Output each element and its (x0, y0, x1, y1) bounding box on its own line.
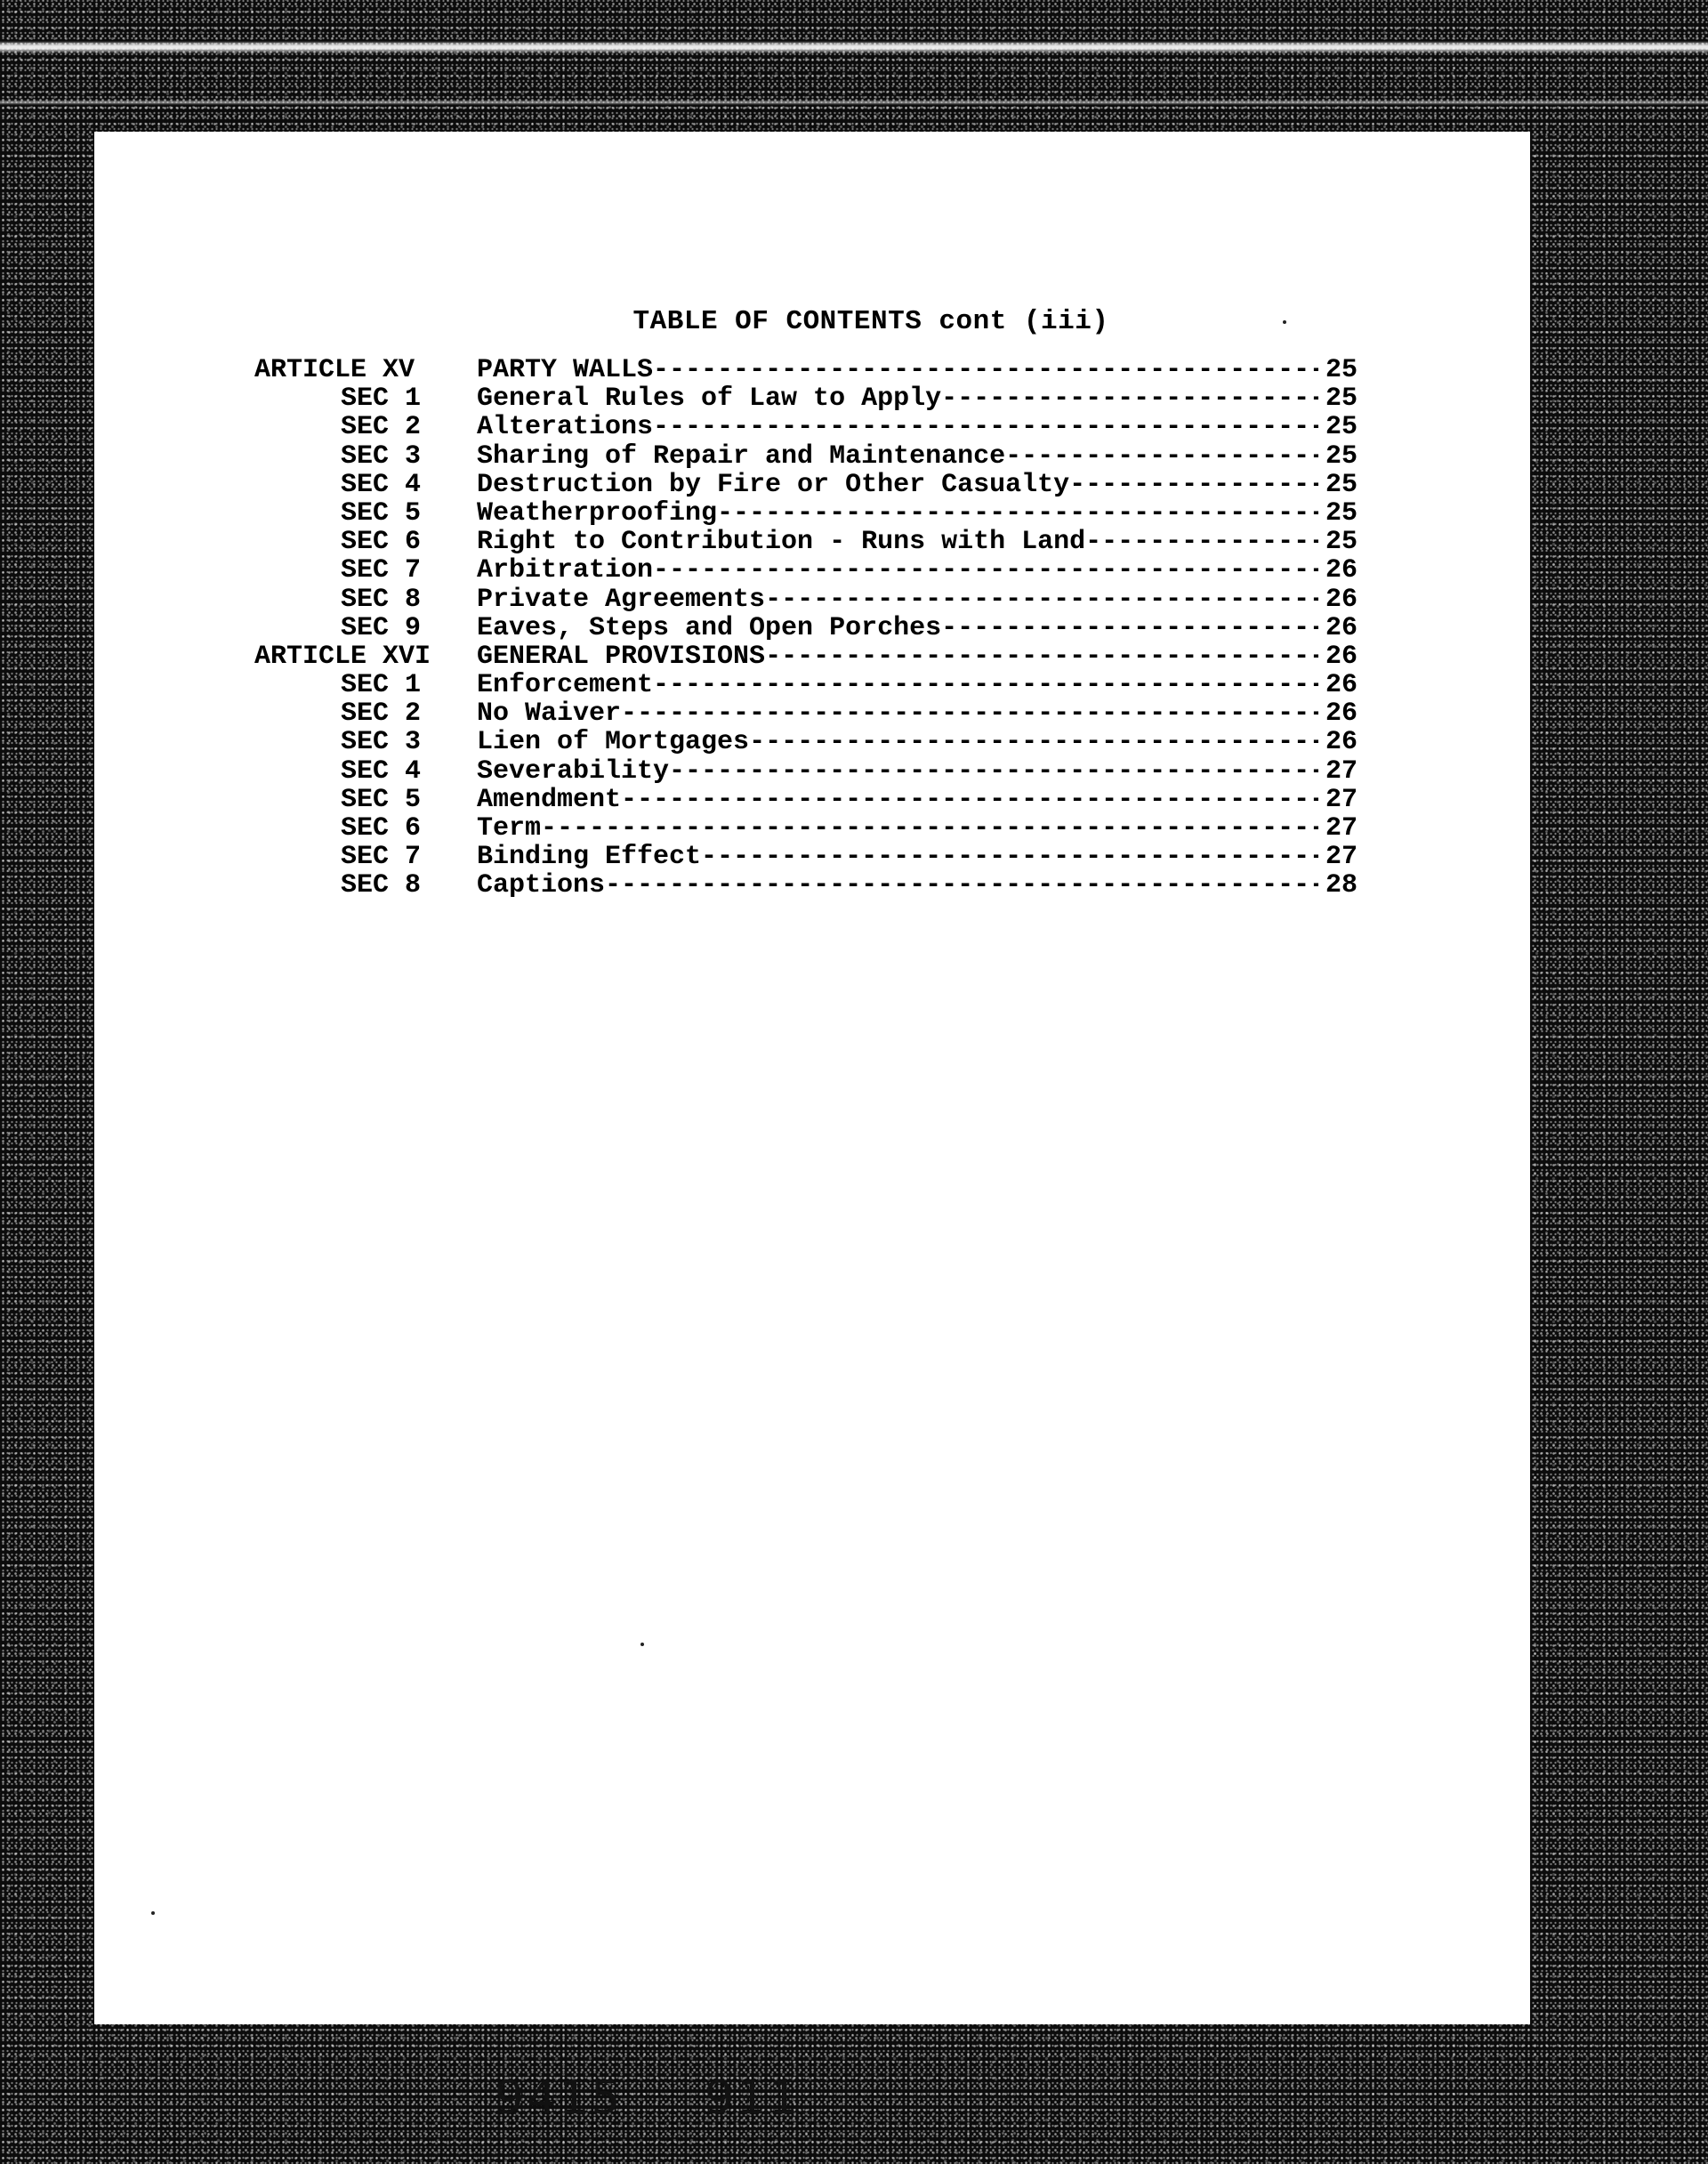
toc-entry-label: Private Agreements (477, 585, 766, 614)
toc-entry-page-number: 25 (1325, 413, 1358, 442)
toc-heading: TABLE OF CONTENTS cont (iii) (632, 306, 1109, 337)
toc-dash-leader (653, 356, 1318, 384)
toc-section-row (254, 413, 1358, 441)
scan-speck (151, 1911, 155, 1915)
toc-entry-label: Binding Effect (477, 843, 702, 872)
toc-entry-label: Amendment (477, 785, 622, 814)
toc-entry-page-number: 27 (1325, 785, 1358, 814)
toc-entry-title-cell (477, 585, 1358, 614)
toc-entry-title-cell (477, 471, 1358, 499)
toc-dash-leader (941, 384, 1318, 413)
toc-entry-page-number: 27 (1325, 843, 1358, 872)
toc-entry-number: ARTICLE XVI (254, 641, 431, 672)
scan-speck (640, 1643, 644, 1646)
toc-section-row (254, 757, 1358, 786)
toc-entry-title-cell (477, 757, 1358, 786)
toc-entry-number: SEC 1 (341, 670, 422, 701)
toc-entry-page-number: 27 (1325, 756, 1358, 786)
toc-section-row (254, 814, 1358, 843)
toc-entry-number: SEC 3 (341, 440, 422, 472)
toc-entry-label: Destruction by Fire or Other Casualty (477, 470, 1070, 499)
toc-entry-label: Right to Contribution - Runs with Land (477, 528, 1086, 557)
toc-entry-label: Weatherproofing (477, 498, 718, 529)
toc-entry-number: ARTICLE XV (254, 355, 415, 385)
toc-section-row (254, 471, 1358, 499)
toc-entry-number: SEC 2 (341, 698, 422, 730)
toc-dash-leader (653, 671, 1318, 699)
toc-entry-page-number: 25 (1325, 356, 1358, 385)
toc-entry-page-number: 26 (1325, 585, 1358, 614)
toc-entry-label: Arbitration (477, 556, 654, 585)
document-stamp-number-right: 911 (705, 2071, 802, 2125)
toc-entry-label: No Waiver (477, 699, 622, 729)
toc-entry-number: SEC 6 (341, 813, 422, 844)
toc-entry-page-number: 25 (1325, 498, 1358, 529)
toc-entry-number: SEC 9 (341, 612, 422, 643)
toc-entry-number: SEC 3 (341, 727, 422, 758)
toc-entry-title-cell (477, 413, 1358, 441)
toc-dash-leader (669, 757, 1318, 786)
toc-entry-page-number: 25 (1325, 528, 1358, 557)
toc-entry-label: Severability (477, 756, 670, 786)
toc-section-row (254, 871, 1358, 900)
toc-entry-label: Eaves, Steps and Open Porches (477, 613, 942, 642)
toc-dash-leader (605, 871, 1318, 900)
toc-entry-number: SEC 6 (341, 527, 422, 558)
toc-dash-leader (1085, 528, 1318, 556)
toc-entry-number: SEC 1 (341, 384, 422, 415)
toc-entry-page-number: 28 (1325, 871, 1358, 900)
toc-entry-number: SEC 5 (341, 497, 422, 529)
toc-section-row (254, 786, 1358, 814)
toc-dash-leader (1069, 471, 1318, 499)
toc-entry-page-number: 26 (1325, 556, 1358, 585)
toc-entry-page-number: 25 (1325, 441, 1358, 471)
scan-edge-streak (0, 41, 1708, 53)
toc-entry-number: SEC 5 (341, 784, 422, 815)
toc-entry-page-number: 26 (1325, 642, 1358, 672)
toc-entry-number: SEC 8 (341, 584, 422, 615)
toc-section-row (254, 528, 1358, 556)
toc-entry-title-cell (477, 556, 1358, 585)
toc-dash-leader (653, 556, 1318, 585)
toc-entry-label: PARTY WALLS (477, 356, 654, 385)
toc-entry-title-cell (477, 356, 1358, 384)
toc-entry-title-cell (477, 871, 1358, 900)
toc-section-row (254, 384, 1358, 413)
toc-dash-leader (749, 728, 1318, 756)
toc-dash-leader (653, 413, 1318, 441)
toc-dash-leader (621, 699, 1318, 728)
toc-dash-leader (765, 585, 1318, 614)
toc-list (254, 356, 1358, 900)
toc-section-row (254, 843, 1358, 871)
toc-entry-number: SEC 7 (341, 555, 422, 586)
toc-entry-title-cell (477, 499, 1358, 528)
toc-entry-page-number: 26 (1325, 728, 1358, 757)
toc-dash-leader (1005, 442, 1318, 471)
toc-entry-label: Enforcement (477, 671, 654, 700)
toc-entry-page-number: 26 (1325, 613, 1358, 642)
toc-entry-title-cell (477, 528, 1358, 556)
toc-entry-number: SEC 2 (341, 412, 422, 443)
document-stamp-number-left: 9415 (495, 2071, 624, 2125)
toc-entry-number: SEC 7 (341, 842, 422, 873)
toc-entry-label: GENERAL PROVISIONS (477, 642, 766, 672)
scan-edge-streak-secondary (0, 100, 1708, 105)
toc-entry-number: SEC 4 (341, 469, 422, 500)
toc-entry-number: SEC 4 (341, 755, 422, 787)
toc-entry-label: Alterations (477, 413, 654, 442)
toc-entry-title-cell (477, 671, 1358, 699)
toc-section-row (254, 728, 1358, 756)
toc-dash-leader (621, 786, 1318, 814)
toc-entry-number: SEC 8 (341, 870, 422, 901)
toc-dash-leader (717, 499, 1318, 528)
scan-speck (1283, 320, 1286, 324)
toc-section-row (254, 585, 1358, 614)
toc-entry-label: Term (477, 814, 542, 844)
toc-section-row (254, 614, 1358, 642)
toc-dash-leader (941, 614, 1318, 642)
toc-section-row (254, 499, 1358, 528)
toc-entry-title-cell (477, 814, 1358, 843)
toc-section-row (254, 699, 1358, 728)
toc-entry-label: General Rules of Law to Apply (477, 384, 942, 414)
toc-entry-page-number: 26 (1325, 671, 1358, 700)
toc-entry-title-cell (477, 699, 1358, 728)
toc-entry-page-number: 27 (1325, 814, 1358, 844)
toc-entry-title-cell (477, 642, 1358, 671)
toc-entry-title-cell (477, 786, 1358, 814)
toc-article-row (254, 356, 1358, 384)
toc-section-row (254, 671, 1358, 699)
toc-entry-label: Lien of Mortgages (477, 728, 750, 757)
toc-dash-leader (541, 814, 1318, 843)
toc-entry-page-number: 25 (1325, 384, 1358, 414)
toc-entry-title-cell (477, 614, 1358, 642)
toc-entry-title-cell (477, 384, 1358, 413)
toc-section-row (254, 556, 1358, 585)
toc-entry-label: Captions (477, 871, 606, 900)
document-page (94, 132, 1530, 2125)
toc-entry-title-cell (477, 442, 1358, 471)
toc-entry-title-cell (477, 843, 1358, 871)
toc-section-row (254, 442, 1358, 471)
toc-dash-leader (765, 642, 1318, 671)
toc-entry-page-number: 26 (1325, 699, 1358, 729)
toc-entry-title-cell (477, 728, 1358, 756)
toc-entry-label: Sharing of Repair and Maintenance (477, 441, 1006, 471)
toc-dash-leader (701, 843, 1318, 871)
toc-entry-page-number: 25 (1325, 470, 1358, 499)
toc-article-row (254, 642, 1358, 671)
